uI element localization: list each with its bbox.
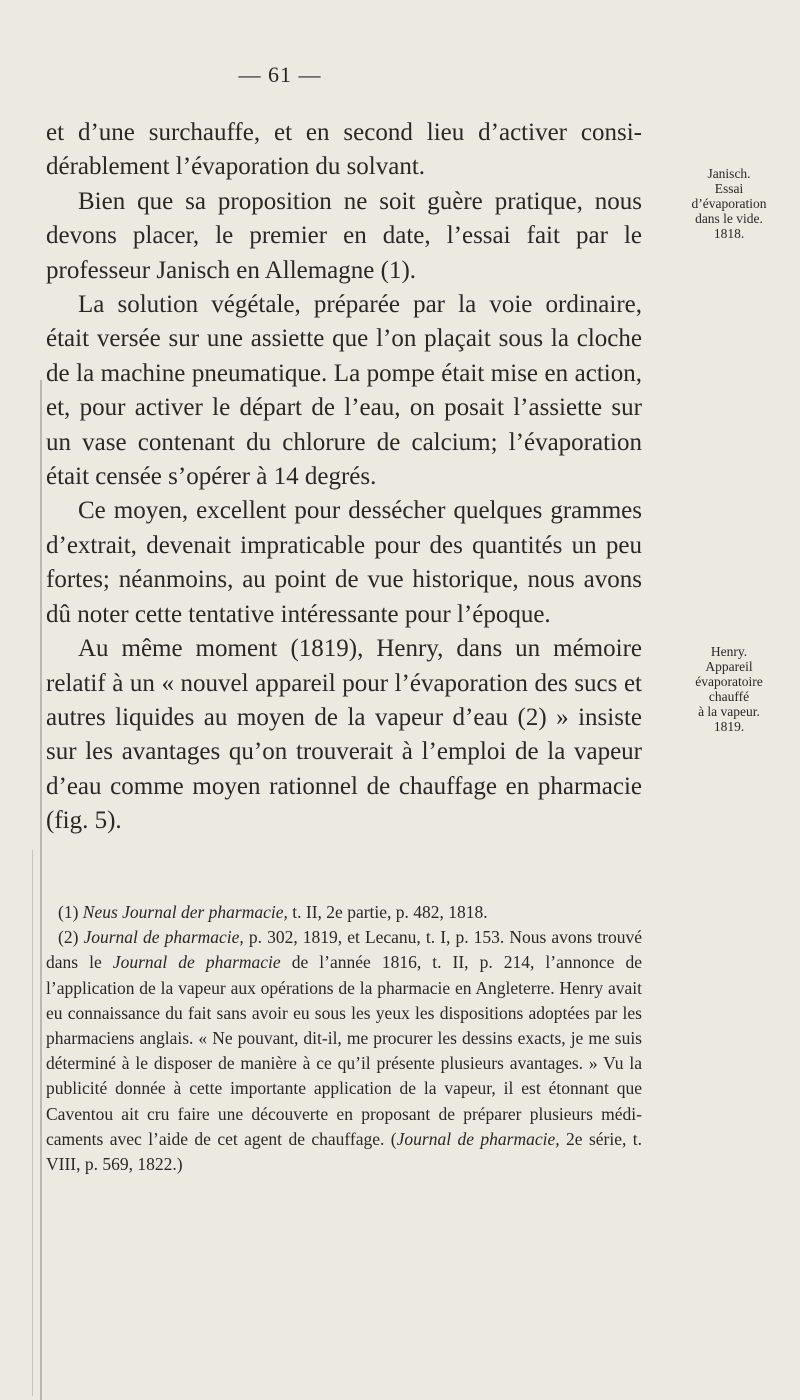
margin-note-henry [674, 644, 784, 734]
margin-line: Appareil [705, 659, 753, 674]
footnote-number: (1) [58, 902, 79, 922]
margin-line: Henry. [710, 644, 748, 659]
margin-line: à la vapeur. [698, 704, 760, 719]
footnote-source-title: Journal de pharmacie, [83, 927, 244, 948]
page-edge-shadow-inner [32, 850, 33, 1396]
main-text [46, 116, 642, 839]
margin-note-janisch [674, 166, 784, 241]
footnote-1 [46, 900, 642, 925]
page-number: — 61 — [238, 62, 322, 87]
margin-line: 1818. [713, 226, 745, 241]
footnote-source-title: Journal de pharmacie [112, 952, 281, 973]
margin-line: dans le vide. [695, 211, 763, 226]
margin-line: chauffé [708, 689, 750, 704]
paragraph-henry: Au même moment (1819), Henry, dans un mémoire relatif à un « nouvel appareil pour l’évaporation des sucs et autres liquides au moyen de la vapeur d’eau (2) » insiste sur les avantages qu’on trouverait à l’emploi de la vapeur d’eau comme moyen rationnel de chauffage en pharmacie (fig. 5). [46, 635, 642, 835]
footnote-text: t. II, 2e partie, p. 482, 1818. [292, 902, 488, 922]
page-edge-shadow [40, 380, 42, 1400]
footnote-number: (2) [58, 927, 79, 948]
margin-line: 1819. [713, 719, 745, 734]
footnote-2 [46, 925, 642, 1177]
paragraph-janisch: Bien que sa proposition ne soit guère pratique, nous devons placer, le premier en date, l’essai fait par le professeur Janisch en Allemagne (1). [46, 187, 642, 284]
paragraph-moyen: Ce moyen, excellent pour dessécher quelques grammes d’extrait, devenait impraticable pour des quantités un peu fortes; néanmoins, au point de vue historique, nous avons dû noter cette tentative intéressante pour l’époque. [46, 497, 642, 628]
margin-line: d’évaporation [691, 196, 767, 211]
margin-line: Janisch. [707, 166, 751, 181]
margin-line: évaporatoire [695, 674, 763, 689]
footnotes [46, 900, 642, 1177]
margin-line: Essai [714, 181, 744, 196]
paragraph-continuation: et d’une surchauffe, et en second lieu d’activer considérablement l’évaporation du solvant. [46, 119, 642, 181]
footnote-source-title: Neus Journal der pharmacie, [82, 902, 288, 922]
paragraph-solution: La solution végétale, préparée par la voie ordinaire, était versée sur une assiette que l’on plaçait sous la cloche de la machine pneumatique. La pompe était mise en action, et, pour activer le départ de l’eau, on posait l’assiette sur un vase contenant du chlorure de calcium; l’évaporation était censée s’opérer à 14 degrés. [46, 291, 642, 491]
footnote-text: p. 302, 1819, et Lecanu, t. I, p. 153. Nous avons trouvé dans le [46, 927, 642, 973]
footnote-text: de l’année 1816, t. II, p. 214, l’annonce de l’application de la vapeur aux opérations de la pharmacie en Angleterre. Henry avait eu connaissance du fait sans avoir eu sous les yeux les dispositions adoptées par les pharmaciens anglais. « Ne pouvant, dit-il, me procurer les dessins exacts, je me suis déterminé à le disposer de manière à ce qu’il présente plusieurs avantages. » Vu la publicité donnée à cette importante application de la vapeur, il est étonnant que Caventou ait cru faire une découverte en proposant de préparer plusieurs médicaments avec l’aide de cet agent de chauffage. ( [46, 952, 642, 1149]
footnote-source-title: Journal de pharmacie, [396, 1128, 560, 1149]
footnote-text: 2e série, t. VIII, p. 569, 1822.) [46, 1128, 642, 1175]
